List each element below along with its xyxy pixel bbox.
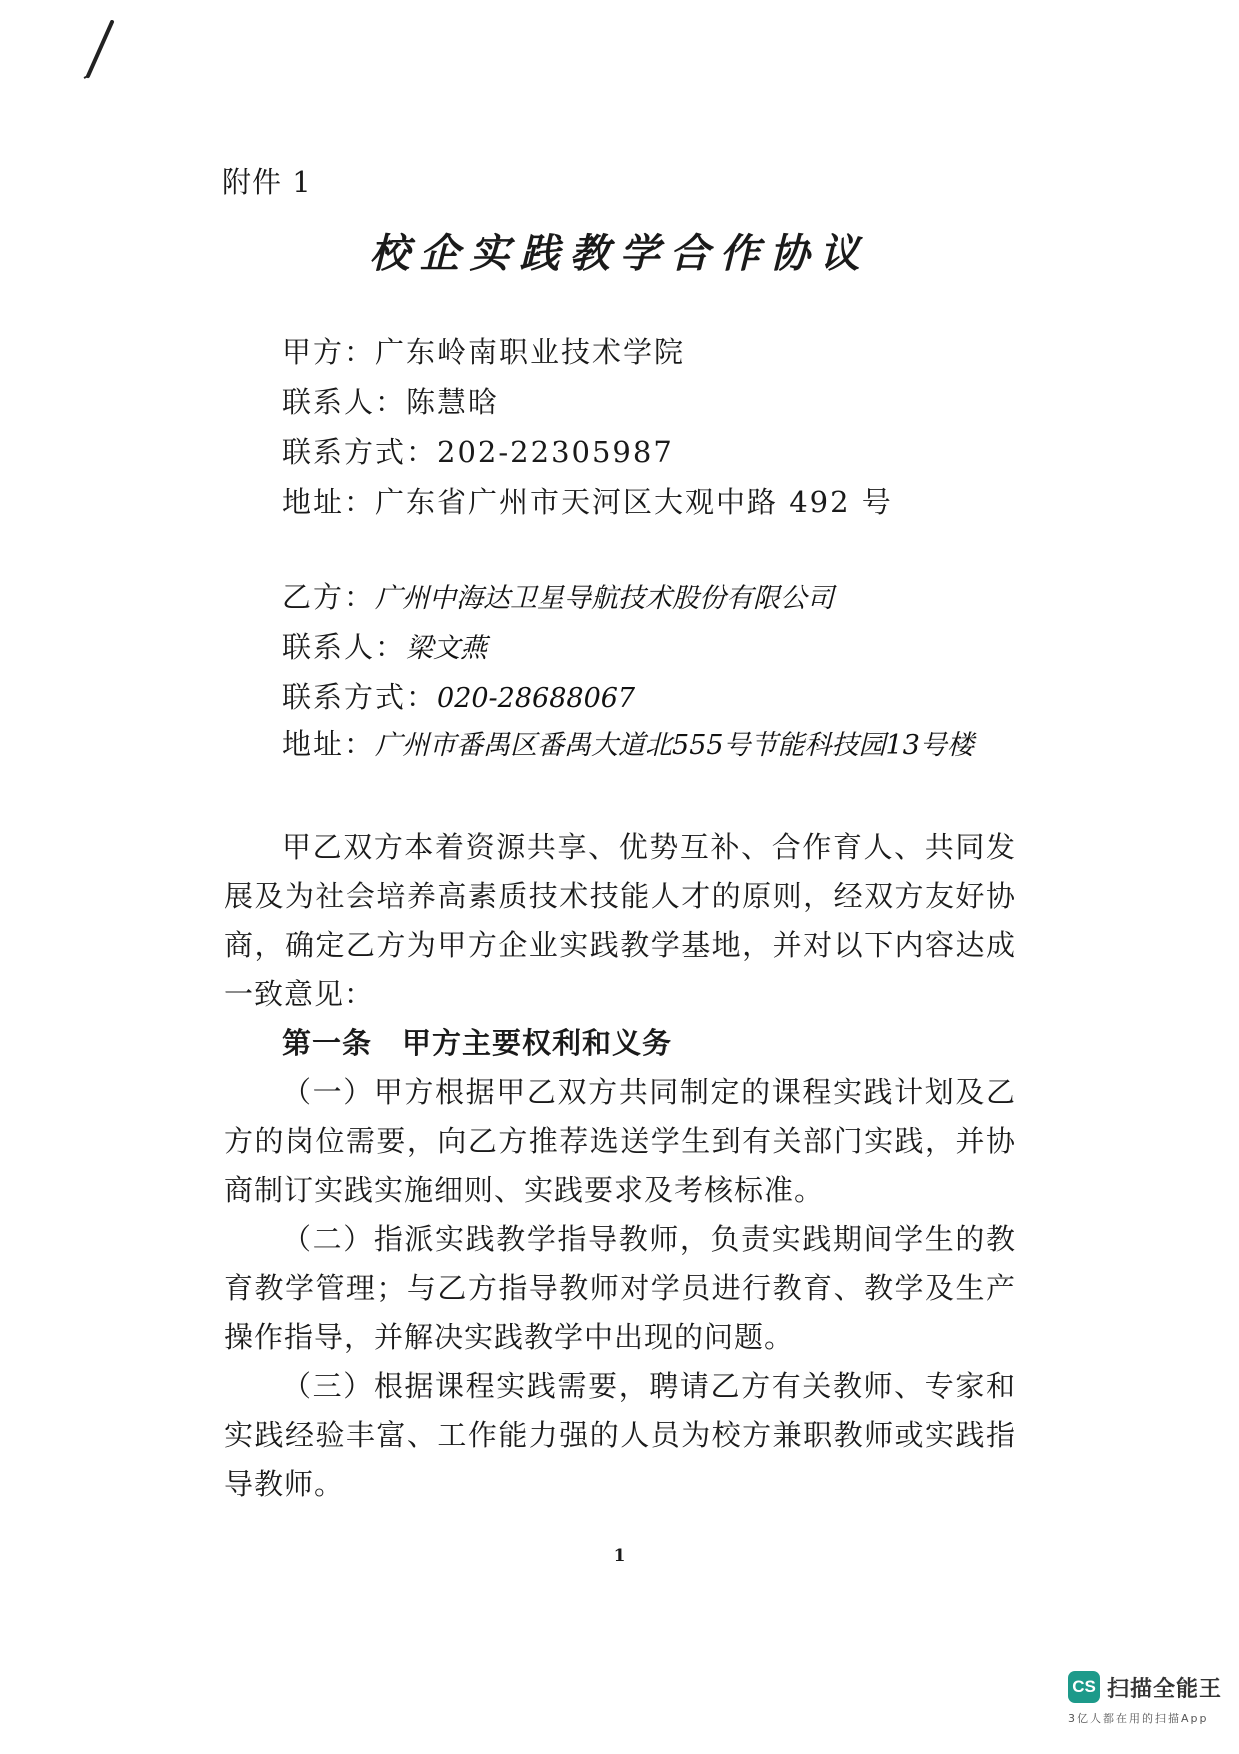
party-b-contact-line	[282, 625, 487, 666]
watermark-app-name: 扫描全能王	[1107, 1677, 1223, 1702]
clause-1: （一）甲方根据甲乙双方共同制定的课程实践计划及乙方的岗位需要，向乙方推荐选送学生到有关部门实践，并协商制订实践实施细则、实践要求及考核标准。	[224, 1075, 1016, 1207]
party-b-address-label: 地址：	[282, 727, 376, 761]
party-a-label: 甲方：	[282, 335, 376, 369]
camscanner-logo-icon: CS	[1068, 1671, 1100, 1703]
party-b-contact: 梁文燕	[406, 633, 488, 664]
party-a-phone-label: 联系方式：	[282, 435, 438, 469]
party-a-name: 广东岭南职业技术学院	[375, 335, 686, 369]
clause-3: （三）根据课程实践需要，聘请乙方有关教师、专家和实践经验丰富、工作能力强的人员为校方兼职教师或实践指导教师。	[224, 1369, 1016, 1501]
clause-2: （二）指派实践教学指导教师，负责实践期间学生的教育教学管理；与乙方指导教师对学员进行教育、教学及生产操作指导，并解决实践教学中出现的问题。	[224, 1222, 1016, 1354]
party-b-phone: 020-28688067	[437, 683, 636, 714]
party-a-contact-label: 联系人：	[282, 385, 407, 419]
attachment-label: 附件 1	[222, 165, 312, 199]
intro-paragraph: 甲乙双方本着资源共享、优势互补、合作育人、共同发展及为社会培养高素质技术技能人才的原则，经双方友好协商，确定乙方为甲方企业实践教学基地，并对以下内容达成一致意见：	[224, 830, 1016, 1011]
party-a-address: 广东省广州市天河区大观中路 492 号	[375, 485, 893, 519]
party-a-line	[282, 330, 685, 371]
party-a-contact-line	[282, 380, 499, 421]
party-b-address-line	[282, 722, 974, 763]
party-b-name: 广州中海达卫星导航技术股份有限公司	[375, 583, 835, 614]
party-a-phone: 202-22305987	[437, 435, 674, 469]
party-a-contact: 陈慧晗	[406, 385, 500, 419]
party-b-phone-label: 联系方式：	[282, 680, 438, 714]
document-title: 校企实践教学合作协议	[369, 230, 870, 277]
agreement-body	[224, 823, 1016, 1509]
party-a-address-label: 地址：	[282, 485, 376, 519]
article-1-heading: 第一条 甲方主要权利和义务	[282, 1026, 673, 1060]
party-b-contact-label: 联系人：	[282, 630, 407, 664]
party-a-address-line	[282, 480, 893, 521]
party-b-phone-line	[282, 675, 635, 716]
watermark-slogan: 3亿人都在用的扫描App	[1068, 1712, 1209, 1725]
party-b-line	[282, 575, 834, 616]
party-b-address: 广州市番禺区番禺大道北555号节能科技园13号楼	[375, 730, 974, 761]
party-a-phone-line	[282, 430, 674, 471]
page-number: 1	[613, 1546, 626, 1566]
party-b-label: 乙方：	[282, 580, 376, 614]
pen-stroke-mark	[82, 20, 122, 80]
